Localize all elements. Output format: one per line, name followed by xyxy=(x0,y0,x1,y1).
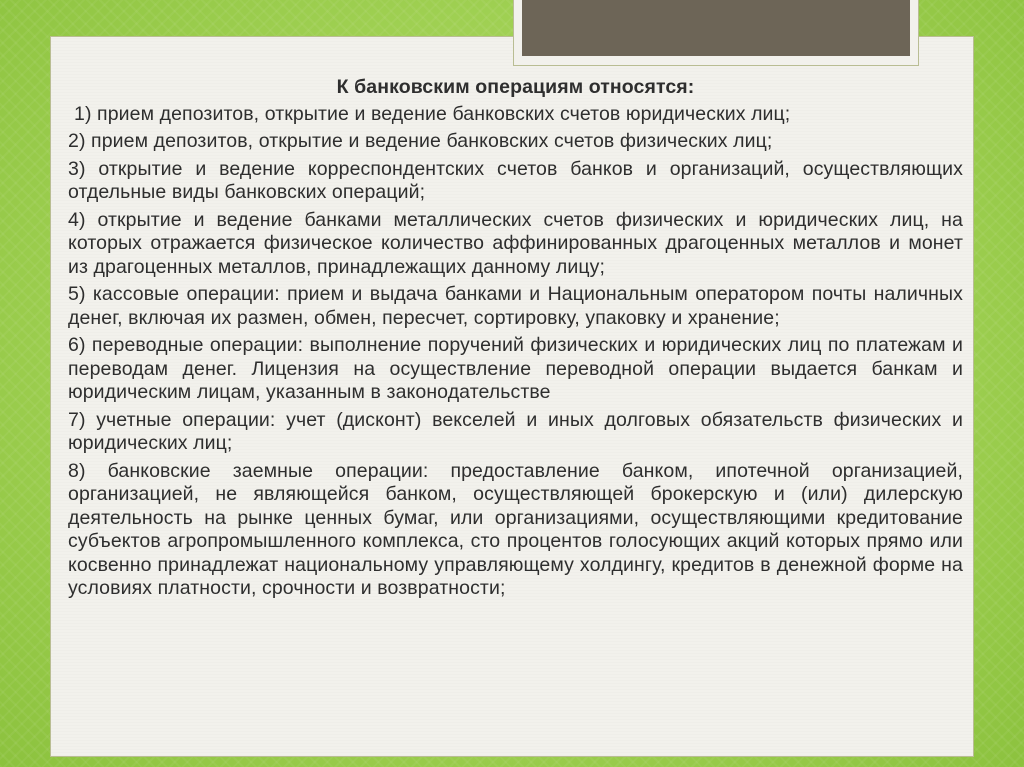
list-item: 1) прием депозитов, открытие и ведение банковских счетов юридических лиц; xyxy=(74,102,791,125)
header-decoration xyxy=(513,0,919,66)
slide-content xyxy=(68,76,963,601)
list-item: 8) банковские заемные операции: предоставление банком, ипотечной организацией, организацией, не являющейся банком, осуществляющей брокерскую и (или) дилерскую деятельность на рынке ценных бумаг, или организациями, осуществляющими кредитование субъектов агропромышленного комплекса, сто процентов голосующих акций которых прямо или косвенно принадлежат национальному управляющему холдингу, кредитов в денежной форме на условиях платности, срочности и возвратности; xyxy=(68,459,963,599)
list-item: 6) переводные операции: выполнение поручений физических и юридических лиц по платежам и переводам денег. Лицензия на осуществление переводной операции выдается банкам и юридическим лицам, указанным в законодательстве xyxy=(68,334,963,403)
slide-title: К банковским операциям относятся: xyxy=(336,76,695,98)
list-item: 7) учетные операции: учет (дисконт) векселей и иных долговых обязательств физических и юридических лиц; xyxy=(68,408,963,454)
list-item: 4) открытие и ведение банками металлических счетов физических и юридических лиц, на которых отражается физическое количество аффинированных драгоценных металлов и монет из драгоценных металлов, принадлежащих данному лицу; xyxy=(68,208,963,278)
list-item: 3) открытие и ведение корреспондентских счетов банков и организаций, осуществляющих отдельные виды банковских операций; xyxy=(68,157,963,203)
header-dark-block xyxy=(522,0,910,56)
list-item: 5) кассовые операции: прием и выдача банками и Национальным оператором почты наличных денег, включая их размен, обмен, пересчет, сортировку, упаковку и хранение; xyxy=(68,283,963,329)
list-item: 2) прием депозитов, открытие и ведение банковских счетов физических лиц; xyxy=(68,130,773,152)
